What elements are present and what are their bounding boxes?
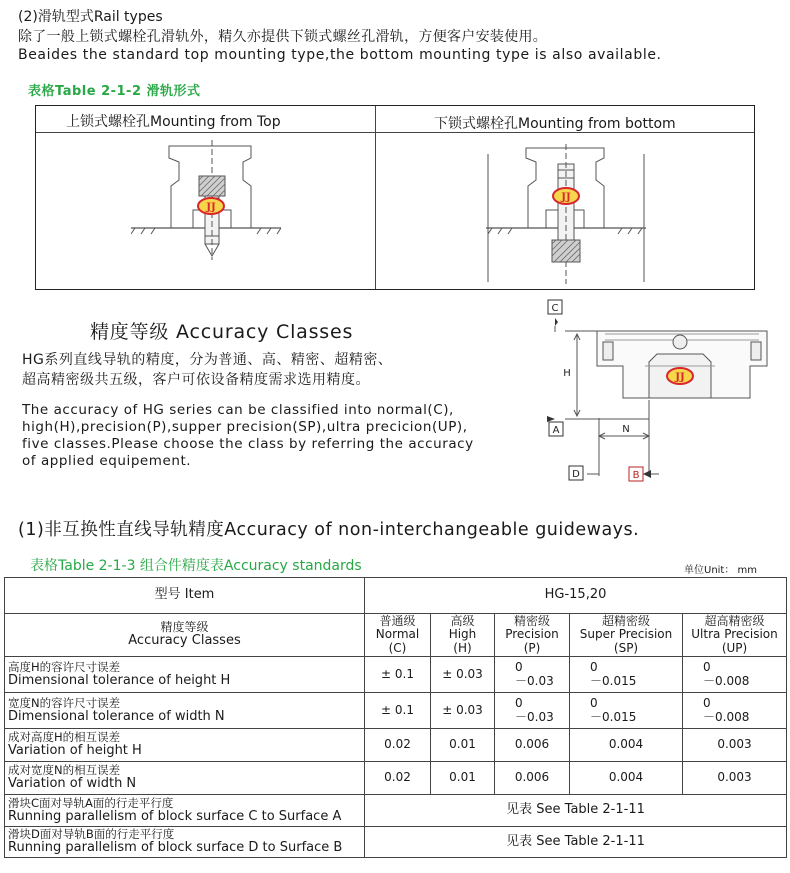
class-cn: 超高精密级 (704, 613, 765, 628)
table-row (5, 762, 787, 795)
value-cell: 0.003 (683, 762, 787, 795)
value-cell (495, 693, 570, 729)
class-code: (SP) (613, 640, 639, 655)
class-en: High (448, 627, 477, 642)
accuracy-en-line1: The accuracy of HG series can be classified into normal(C), (22, 402, 454, 418)
row-label (5, 827, 365, 858)
lower-tolerance: －0.008 (703, 709, 750, 724)
value-cell (495, 657, 570, 693)
class-en: Ultra Precision (691, 627, 778, 642)
accuracy-en-line2: high(H),precision(P),supper precision(SP),ultra precicion(UP), (22, 419, 468, 435)
value-cell (570, 693, 683, 729)
datum-b-label: B (632, 470, 640, 481)
row-label-en: Dimensional tolerance of height H (8, 672, 231, 688)
class-col-super-precision (570, 614, 683, 657)
lower-tolerance: －0.015 (590, 673, 637, 688)
value-cell: 0.02 (365, 729, 431, 762)
value-cell: 0.004 (570, 729, 683, 762)
accuracy-cn-line1: HG系列直线导轨的精度，分为普通、高、精密、超精密、 (22, 352, 393, 368)
class-code: (P) (523, 640, 541, 655)
classes-en: Accuracy Classes (128, 633, 241, 649)
accuracy-standards-table (4, 577, 787, 858)
see-table-cell: 见表 See Table 2-1-11 (365, 827, 787, 858)
value-cell: 0.01 (431, 729, 495, 762)
jj-logo-left: JJ (206, 202, 216, 213)
mount-from-top-header: 上锁式螺栓孔Mounting from Top (66, 114, 281, 130)
row-label-cn: 成对高度H的相互误差 (8, 730, 121, 745)
row-label-cn: 滑块D面对导轨B面的行走平行度 (8, 827, 175, 842)
row-label (5, 657, 365, 693)
non-interchangeable-title: (1)非互换性直线导轨精度Accuracy of non-interchangeable guideways. (18, 520, 640, 540)
class-cn: 高级 (450, 613, 475, 628)
row-label (5, 729, 365, 762)
row-label (5, 795, 365, 827)
bottom-mounting-drawing (486, 144, 646, 286)
upper-tolerance: 0 (703, 660, 711, 675)
model-header: HG-15,20 (365, 578, 787, 614)
section-title: (2)滑轨型式Rail types (18, 9, 163, 25)
row-label-en: Running parallelism of block surface D to Surface B (8, 840, 343, 856)
value-cell: ± 0.1 (365, 657, 431, 693)
class-col-normal (365, 614, 431, 657)
row-label-en: Dimensional tolerance of width N (8, 708, 225, 724)
row-label-cn: 宽度N的容许尺寸误差 (8, 695, 121, 710)
item-header: 型号 Item (5, 578, 365, 614)
jj-logo-diagram: JJ (675, 372, 685, 383)
classes-header-cell (5, 614, 365, 657)
lower-tolerance: －0.015 (590, 709, 637, 724)
value-cell: 0.01 (431, 762, 495, 795)
row-label-en: Running parallelism of block surface C to Surface A (8, 808, 342, 824)
row-label-en: Variation of height H (8, 743, 142, 759)
upper-tolerance: 0 (590, 696, 598, 711)
table-row (5, 827, 787, 858)
accuracy-en-line4: of applied equipement. (22, 453, 192, 469)
class-cn: 超精密级 (601, 613, 650, 628)
row-label-cn: 滑块C面对导轨A面的行走平行度 (8, 795, 174, 810)
description-cn: 除了一般上锁式螺栓孔滑轨外，精久亦提供下锁式螺丝孔滑轨，方便客户安装使用。 (18, 29, 548, 45)
description-en: Beaides the standard top mounting type,the bottom mounting type is also available. (18, 47, 662, 63)
value-cell: 0.006 (495, 762, 570, 795)
upper-tolerance: 0 (590, 660, 598, 675)
accuracy-en-line3: five classes.Please choose the class by referring the accuracy (22, 436, 474, 452)
see-table-cell: 见表 See Table 2-1-11 (365, 795, 787, 827)
row-label (5, 762, 365, 795)
row-label (5, 693, 365, 729)
class-cn: 精密级 (513, 613, 550, 628)
table-row (5, 578, 787, 614)
mount-from-bottom-header: 下锁式螺栓孔Mounting from bottom (434, 116, 676, 132)
classes-cn: 精度等级 (160, 620, 209, 634)
value-cell (683, 657, 787, 693)
class-cn: 普通级 (379, 613, 416, 628)
value-cell: ± 0.1 (365, 693, 431, 729)
value-cell (683, 693, 787, 729)
table-row (5, 729, 787, 762)
accuracy-dimension-diagram (545, 296, 780, 488)
datum-a-label: A (552, 425, 560, 436)
jj-logo-right: JJ (561, 192, 571, 203)
class-col-high (431, 614, 495, 657)
table-row (5, 614, 787, 657)
table2-caption: 表格Table 2-1-3 组合件精度表Accuracy standards (30, 558, 362, 574)
value-cell: 0.006 (495, 729, 570, 762)
table-row (5, 657, 787, 693)
class-code: (UP) (721, 640, 748, 655)
accuracy-cn-line2: 超高精密级共五级，客户可依设备精度需求选用精度。 (22, 372, 370, 388)
lower-tolerance: －0.008 (703, 673, 750, 688)
value-cell: 0.004 (570, 762, 683, 795)
value-cell: 0.003 (683, 729, 787, 762)
top-mounting-drawing (131, 140, 281, 285)
datum-d-label: D (572, 469, 580, 480)
class-col-precision (495, 614, 570, 657)
table1-caption: 表格Table 2-1-2 滑轨形式 (28, 84, 201, 99)
unit-label: 单位Unit： mm (684, 565, 758, 576)
upper-tolerance: 0 (515, 660, 523, 675)
row-label-cn: 高度H的容许尺寸误差 (8, 659, 121, 674)
table-row (5, 693, 787, 729)
class-code: (C) (388, 640, 407, 655)
class-code: (H) (453, 640, 472, 655)
class-en: Precision (505, 627, 559, 642)
table-row (5, 795, 787, 827)
mounting-type-table (35, 105, 755, 290)
value-cell (570, 657, 683, 693)
value-cell: ± 0.03 (431, 693, 495, 729)
class-en: Normal (375, 627, 420, 642)
height-h-label: H (563, 368, 571, 379)
width-n-label: N (622, 424, 630, 435)
row-label-cn: 成对宽度N的相互误差 (8, 763, 121, 778)
class-en: Super Precision (579, 627, 673, 642)
value-cell: ± 0.03 (431, 657, 495, 693)
row-label-en: Variation of width N (8, 776, 137, 792)
accuracy-classes-title: 精度等级 Accuracy Classes (90, 321, 354, 343)
upper-tolerance: 0 (703, 696, 711, 711)
datum-c-label: C (551, 303, 559, 314)
class-col-ultra-precision (683, 614, 787, 657)
lower-tolerance: －0.03 (515, 709, 554, 724)
value-cell: 0.02 (365, 762, 431, 795)
lower-tolerance: －0.03 (515, 673, 554, 688)
upper-tolerance: 0 (515, 696, 523, 711)
